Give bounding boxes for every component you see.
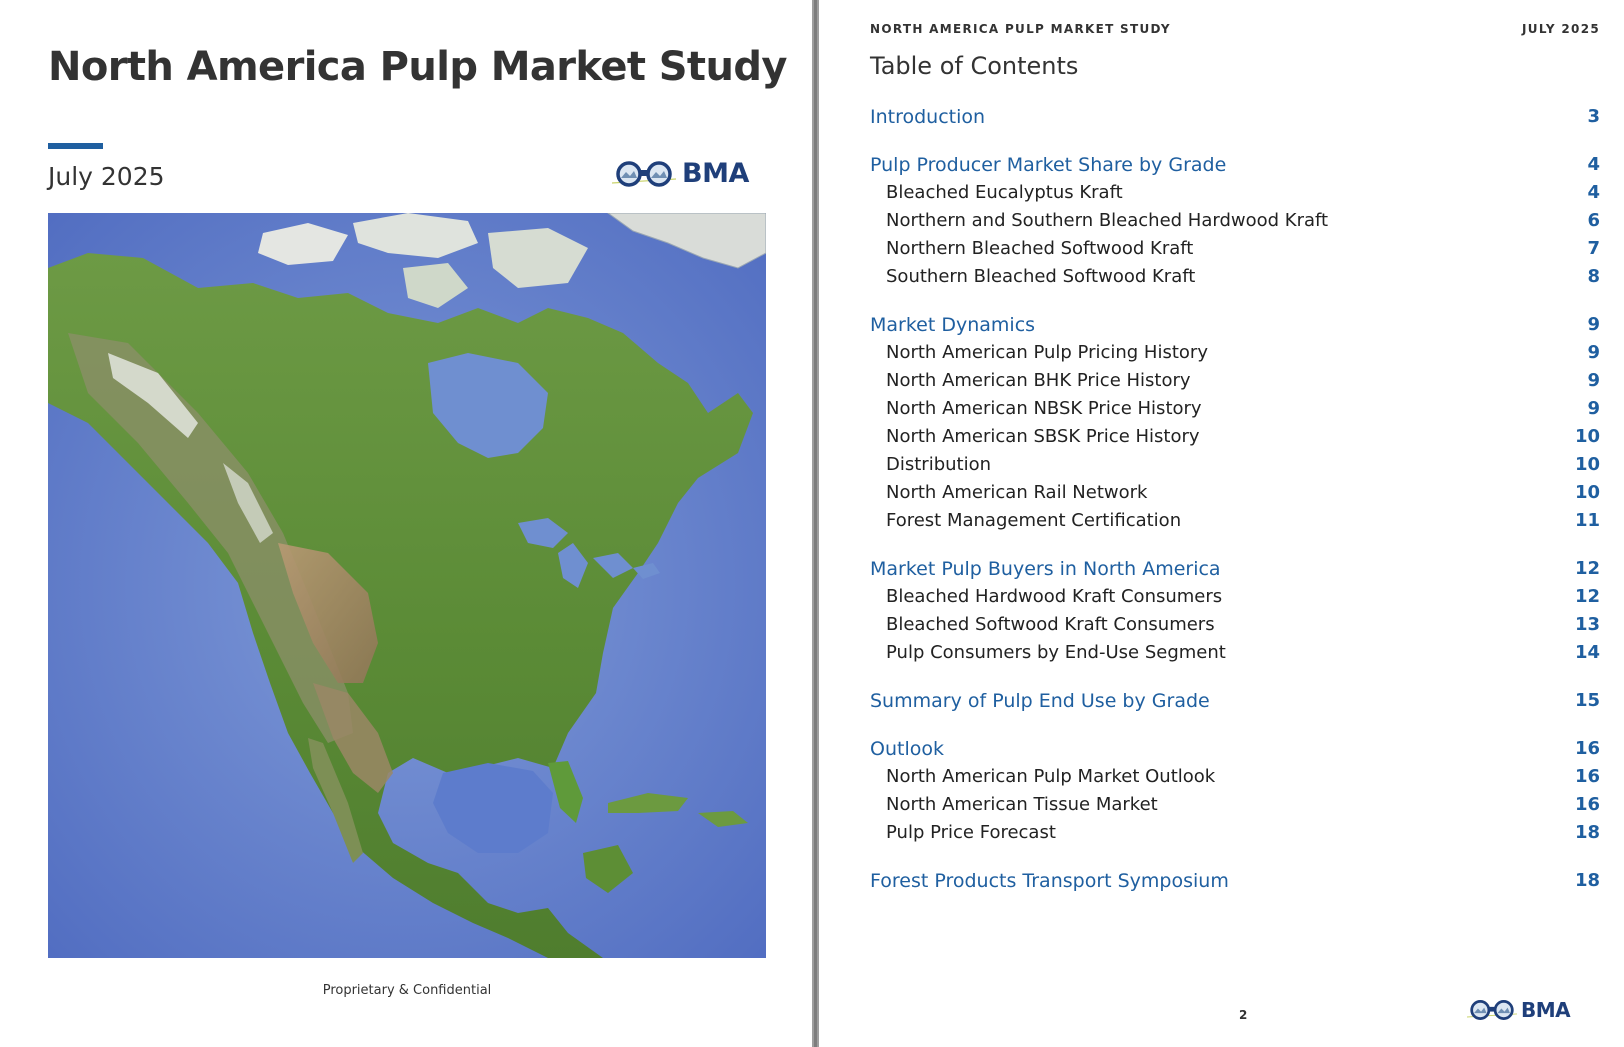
toc-page-number: 10 [1574, 454, 1600, 475]
toc-subsection-title: Northern Bleached Softwood Kraft [886, 238, 1194, 259]
toc-page-number: 11 [1574, 510, 1600, 531]
toc-page-number: 9 [1587, 398, 1600, 419]
toc-page-number: 13 [1574, 614, 1600, 635]
binoculars-icon [612, 159, 676, 189]
toc-subsection-title: Bleached Softwood Kraft Consumers [886, 614, 1215, 635]
toc-subsection-link[interactable] [870, 611, 1600, 639]
toc-page-number: 7 [1587, 238, 1600, 259]
toc-page-number: 12 [1574, 558, 1600, 579]
toc-section-title: Summary of Pulp End Use by Grade [870, 690, 1210, 712]
bma-wordmark: BMA [1521, 998, 1571, 1022]
toc-subsection-title: Pulp Consumers by End-Use Segment [886, 642, 1226, 663]
toc-subsection-link[interactable] [870, 819, 1600, 847]
toc-section-title: Pulp Producer Market Share by Grade [870, 154, 1227, 176]
toc-section-link[interactable] [870, 151, 1600, 179]
toc-page-number: 8 [1587, 266, 1600, 287]
toc-subsection-title: Forest Management Certification [886, 510, 1182, 531]
toc-subsection-link[interactable] [870, 207, 1600, 235]
north-america-map-image [48, 213, 766, 958]
toc-subsection-link[interactable] [870, 179, 1600, 207]
toc-subsection-link[interactable] [870, 235, 1600, 263]
toc-page-number: 6 [1587, 210, 1600, 231]
toc-subsection-link[interactable] [870, 583, 1600, 611]
toc-subsection-title: North American Pulp Market Outlook [886, 766, 1216, 787]
toc-subsection-title: North American SBSK Price History [886, 426, 1200, 447]
toc-subsection-title: North American BHK Price History [886, 370, 1191, 391]
toc-heading: Table of Contents [870, 52, 1079, 80]
toc-section-link[interactable] [870, 687, 1600, 715]
toc-page-number: 3 [1587, 106, 1600, 127]
toc-subsection-title: North American Pulp Pricing History [886, 342, 1208, 363]
title-accent-bar [48, 143, 103, 149]
toc-subsection-link[interactable] [870, 479, 1600, 507]
toc-section-title: Introduction [870, 106, 986, 128]
toc-subsection-link[interactable] [870, 395, 1600, 423]
toc-subsection-link[interactable] [870, 263, 1600, 291]
toc-page [819, 0, 1624, 1047]
toc-section-link[interactable] [870, 311, 1600, 339]
toc-page-number: 16 [1574, 766, 1600, 787]
toc-page-number: 18 [1574, 822, 1600, 843]
toc-page-number: 9 [1587, 370, 1600, 391]
bma-logo [612, 158, 749, 189]
cover-date: July 2025 [48, 162, 165, 191]
toc-page-number: 14 [1574, 642, 1600, 663]
toc-section-link[interactable] [870, 555, 1600, 583]
toc-page-number: 12 [1574, 586, 1600, 607]
toc-subsection-link[interactable] [870, 423, 1600, 451]
toc-subsection-link[interactable] [870, 451, 1600, 479]
bma-wordmark: BMA [682, 158, 749, 189]
toc-page-number: 9 [1587, 314, 1600, 335]
running-header-title: NORTH AMERICA PULP MARKET STUDY [870, 22, 1171, 36]
toc-subsection-title: Northern and Southern Bleached Hardwood Kraft [886, 210, 1329, 231]
toc-page-number: 16 [1574, 794, 1600, 815]
toc-subsection-link[interactable] [870, 507, 1600, 535]
toc-subsection-title: Bleached Hardwood Kraft Consumers [886, 586, 1223, 607]
toc-section-title: Forest Products Transport Symposium [870, 870, 1229, 892]
toc-page-number: 9 [1587, 342, 1600, 363]
confidential-footer: Proprietary & Confidential [322, 983, 492, 998]
toc-page-number: 10 [1574, 426, 1600, 447]
toc-subsection-link[interactable] [870, 639, 1600, 667]
toc-page-number: 4 [1587, 182, 1600, 203]
table-of-contents [870, 103, 1600, 895]
bma-footer-logo [1467, 998, 1570, 1022]
toc-subsection-title: Distribution [886, 454, 992, 475]
toc-section-link[interactable] [870, 867, 1600, 895]
toc-section-link[interactable] [870, 735, 1600, 763]
toc-subsection-link[interactable] [870, 763, 1600, 791]
binoculars-icon [1467, 998, 1517, 1022]
toc-subsection-link[interactable] [870, 367, 1600, 395]
toc-subsection-title: Pulp Price Forecast [886, 822, 1056, 843]
toc-section-title: Outlook [870, 738, 944, 760]
page-divider [812, 0, 819, 1047]
toc-subsection-link[interactable] [870, 791, 1600, 819]
toc-section-title: Market Pulp Buyers in North America [870, 558, 1221, 580]
toc-page-number: 4 [1587, 154, 1600, 175]
running-header-date: JULY 2025 [1522, 22, 1600, 36]
toc-subsection-title: North American Tissue Market [886, 794, 1158, 815]
toc-subsection-link[interactable] [870, 339, 1600, 367]
toc-page-number: 15 [1574, 690, 1600, 711]
toc-subsection-title: Southern Bleached Softwood Kraft [886, 266, 1196, 287]
toc-page-number: 10 [1574, 482, 1600, 503]
page-number: 2 [1239, 1008, 1248, 1022]
toc-subsection-title: Bleached Eucalyptus Kraft [886, 182, 1123, 203]
toc-subsection-title: North American Rail Network [886, 482, 1148, 503]
toc-page-number: 16 [1574, 738, 1600, 759]
toc-section-title: Market Dynamics [870, 314, 1036, 336]
toc-subsection-title: North American NBSK Price History [886, 398, 1202, 419]
toc-page-number: 18 [1574, 870, 1600, 891]
cover-title: North America Pulp Market Study [48, 44, 787, 90]
toc-section-link[interactable] [870, 103, 1600, 131]
